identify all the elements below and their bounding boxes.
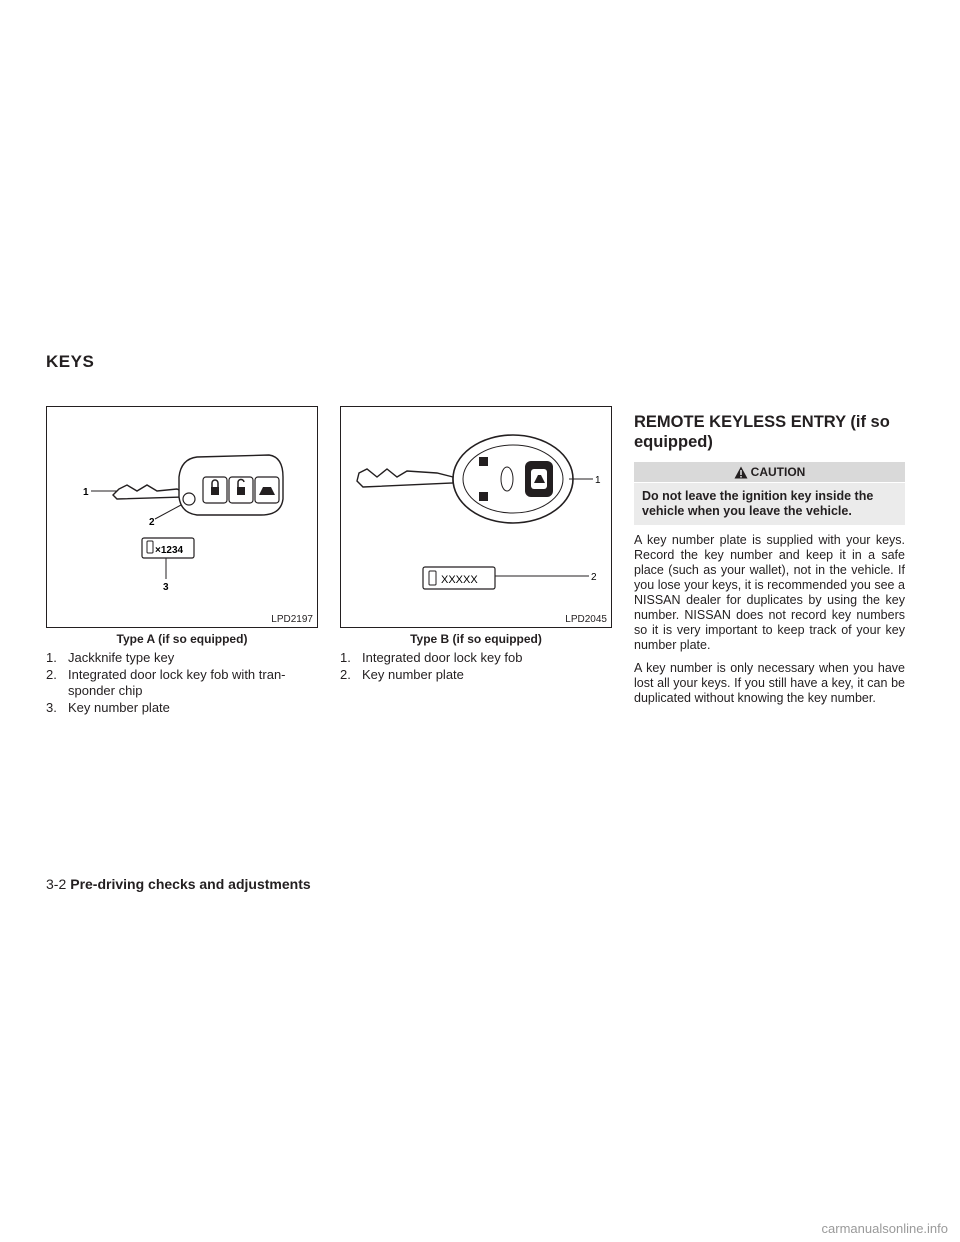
type-a-parts-list [46,650,326,717]
callout-3: 3 [163,582,169,593]
figure-code: LPD2045 [565,614,607,625]
plate-number: ×1234 [155,545,184,556]
figure-type-b [340,406,612,628]
list-item: 2. Integrated door lock key fob with tran-sponder chip [46,667,286,698]
type-b-parts-list [340,650,620,684]
caution-label: CAUTION [750,465,806,479]
page-number: 3-2 [46,876,67,892]
callout-2: 2 [591,572,597,583]
plate-number: XXXXX [441,574,478,586]
remote-keyless-entry-section [634,412,905,706]
subsection-title: REMOTE KEYLESS ENTRY (if so equipped) [634,413,890,451]
list-item: 3. Key number plate [46,700,170,715]
key-type-b-illustration [341,407,611,627]
paragraph: A key number is only necessary when you have lost all your keys. If you still have a key, it can be duplicated without knowing the key number. [634,661,905,705]
callout-1: 1 [83,487,89,498]
watermark: carmanualsonline.info [821,1221,948,1236]
caution-header [634,462,905,482]
figure-code: LPD2197 [271,614,313,625]
key-type-a-illustration [47,407,317,627]
list-item: 1. Jackknife type key [46,650,175,665]
section-title: KEYS [46,352,95,371]
figure-type-a [46,406,318,628]
caution-text: Do not leave the ignition key inside the vehicle when you leave the vehicle. [634,483,905,525]
figure-caption: Type A (if so equipped) [116,632,248,646]
paragraph: A key number plate is supplied with your keys. Record the key number and keep it in a safe place (such as your wallet), not in the vehicle. If you lose your keys, it is recommended you see a NISSAN dealer for duplicates by using the key number. NISSAN does not record key numbers so it is very important to keep track of your key number plate. [634,533,905,652]
chapter-title: Pre-driving checks and adjustments [70,876,311,892]
list-item: 2. Key number plate [340,667,464,682]
warning-triangle-icon [734,466,748,479]
callout-1: 1 [595,475,601,486]
figure-caption: Type B (if so equipped) [410,632,542,646]
list-item: 1. Integrated door lock key fob [340,650,523,665]
page-footer [46,876,311,892]
callout-2: 2 [149,517,155,528]
